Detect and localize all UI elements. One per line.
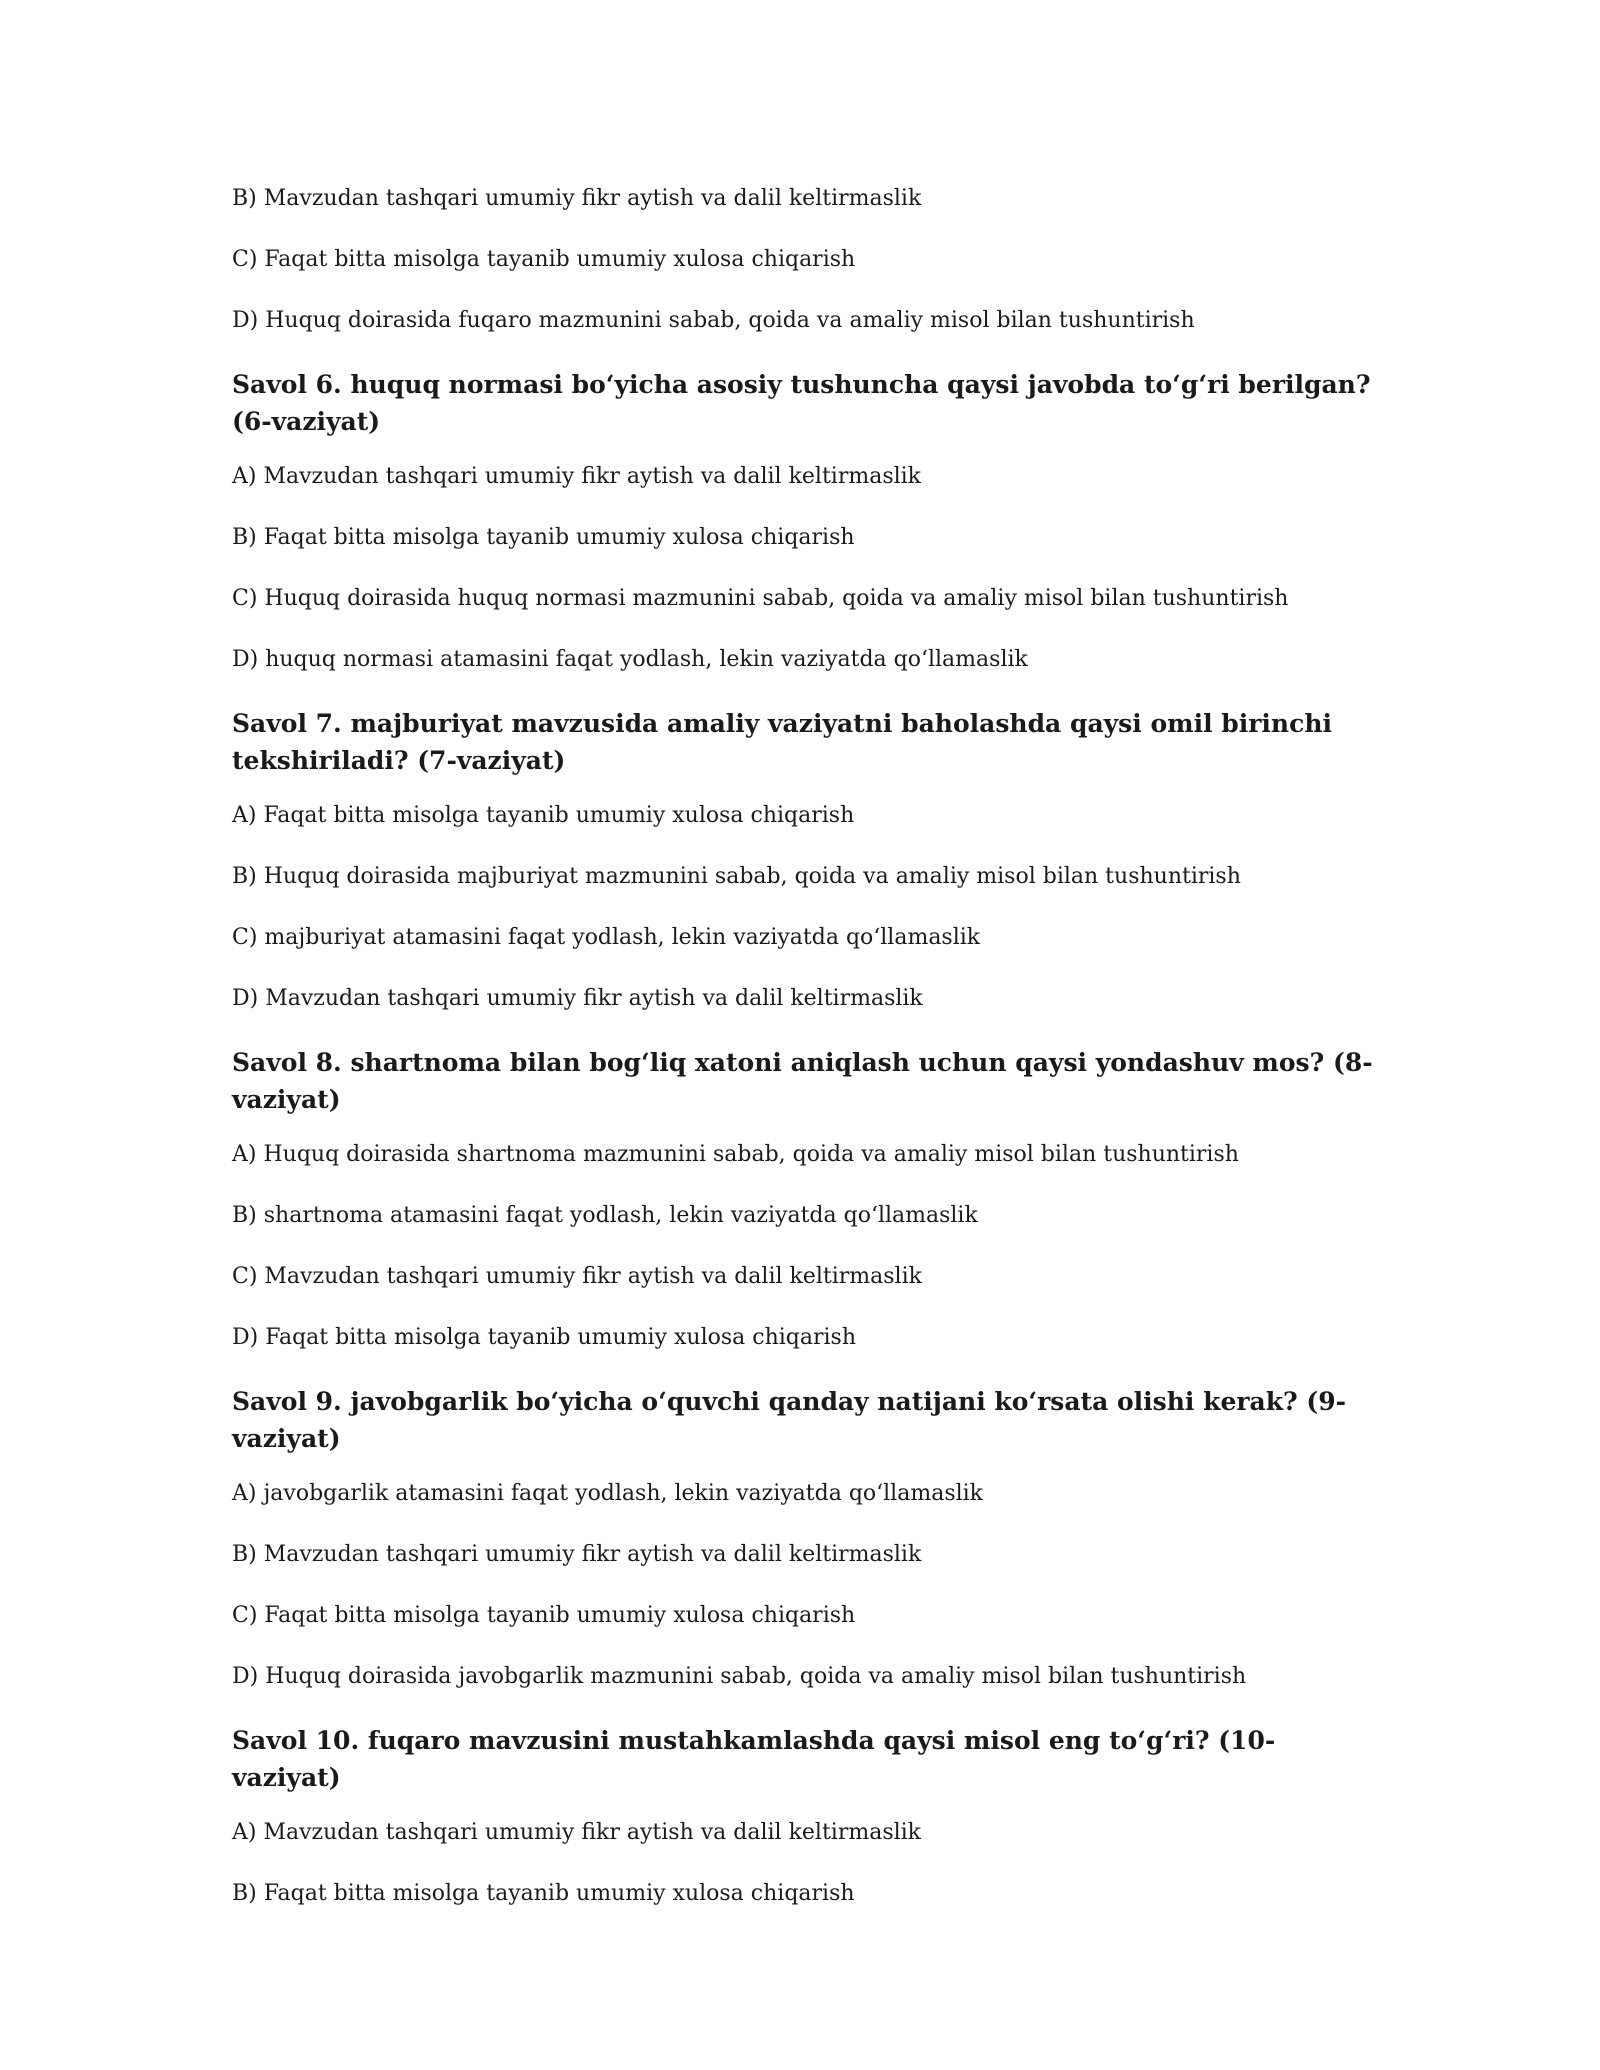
answer-option: C) Faqat bitta misolga tayanib umumiy xulosa chiqarish bbox=[232, 247, 856, 272]
question-heading: Savol 10. fuqaro mavzusini mustahkamlashda qaysi misol eng to‘g‘ri? (10-vaziyat) bbox=[232, 1726, 1276, 1792]
answer-option: A) Huquq doirasida shartnoma mazmunini sabab, qoida va amaliy misol bilan tushuntirish bbox=[232, 1142, 1239, 1167]
answer-option: A) Faqat bitta misolga tayanib umumiy xulosa chiqarish bbox=[232, 803, 855, 828]
document-page bbox=[232, 184, 1382, 1940]
answer-option: D) Mavzudan tashqari umumiy fikr aytish va dalil keltirmaslik bbox=[232, 986, 923, 1011]
answer-option: C) majburiyat atamasini faqat yodlash, lekin vaziyatda qo‘llamaslik bbox=[232, 925, 981, 950]
question-heading: Savol 8. shartnoma bilan bog‘liq xatoni aniqlash uchun qaysi yondashuv mos? (8-vaziyat) bbox=[232, 1048, 1373, 1114]
answer-option: B) Faqat bitta misolga tayanib umumiy xulosa chiqarish bbox=[232, 525, 855, 550]
answer-option: D) Huquq doirasida javobgarlik mazmunini sabab, qoida va amaliy misol bilan tushuntirish bbox=[232, 1664, 1247, 1689]
answer-option: A) Mavzudan tashqari umumiy fikr aytish va dalil keltirmaslik bbox=[232, 1820, 922, 1845]
answer-option: B) shartnoma atamasini faqat yodlash, lekin vaziyatda qo‘llamaslik bbox=[232, 1203, 978, 1228]
answer-option: B) Mavzudan tashqari umumiy fikr aytish va dalil keltirmaslik bbox=[232, 186, 922, 211]
answer-option: A) Mavzudan tashqari umumiy fikr aytish va dalil keltirmaslik bbox=[232, 464, 922, 489]
answer-option: B) Faqat bitta misolga tayanib umumiy xulosa chiqarish bbox=[232, 1881, 855, 1906]
answer-option: C) Mavzudan tashqari umumiy fikr aytish va dalil keltirmaslik bbox=[232, 1264, 922, 1289]
question-heading: Savol 9. javobgarlik bo‘yicha o‘quvchi qanday natijani ko‘rsata olishi kerak? (9-vaziyat) bbox=[232, 1387, 1346, 1453]
answer-option: D) Huquq doirasida fuqaro mazmunini sabab, qoida va amaliy misol bilan tushuntirish bbox=[232, 308, 1195, 333]
answer-option: B) Huquq doirasida majburiyat mazmunini sabab, qoida va amaliy misol bilan tushuntirish bbox=[232, 864, 1241, 889]
answer-option: C) Faqat bitta misolga tayanib umumiy xulosa chiqarish bbox=[232, 1603, 856, 1628]
answer-option: D) huquq normasi atamasini faqat yodlash, lekin vaziyatda qo‘llamaslik bbox=[232, 647, 1028, 672]
question-heading: Savol 6. huquq normasi bo‘yicha asosiy tushuncha qaysi javobda to‘g‘ri berilgan? (6-vaziyat) bbox=[232, 370, 1371, 436]
answer-option: B) Mavzudan tashqari umumiy fikr aytish va dalil keltirmaslik bbox=[232, 1542, 922, 1567]
question-heading: Savol 7. majburiyat mavzusida amaliy vaziyatni baholashda qaysi omil birinchi tekshiriladi? (7-vaziyat) bbox=[232, 709, 1332, 775]
answer-option: A) javobgarlik atamasini faqat yodlash, lekin vaziyatda qo‘llamaslik bbox=[232, 1481, 984, 1506]
answer-option: C) Huquq doirasida huquq normasi mazmunini sabab, qoida va amaliy misol bilan tushuntirish bbox=[232, 586, 1289, 611]
answer-option: D) Faqat bitta misolga tayanib umumiy xulosa chiqarish bbox=[232, 1325, 857, 1350]
